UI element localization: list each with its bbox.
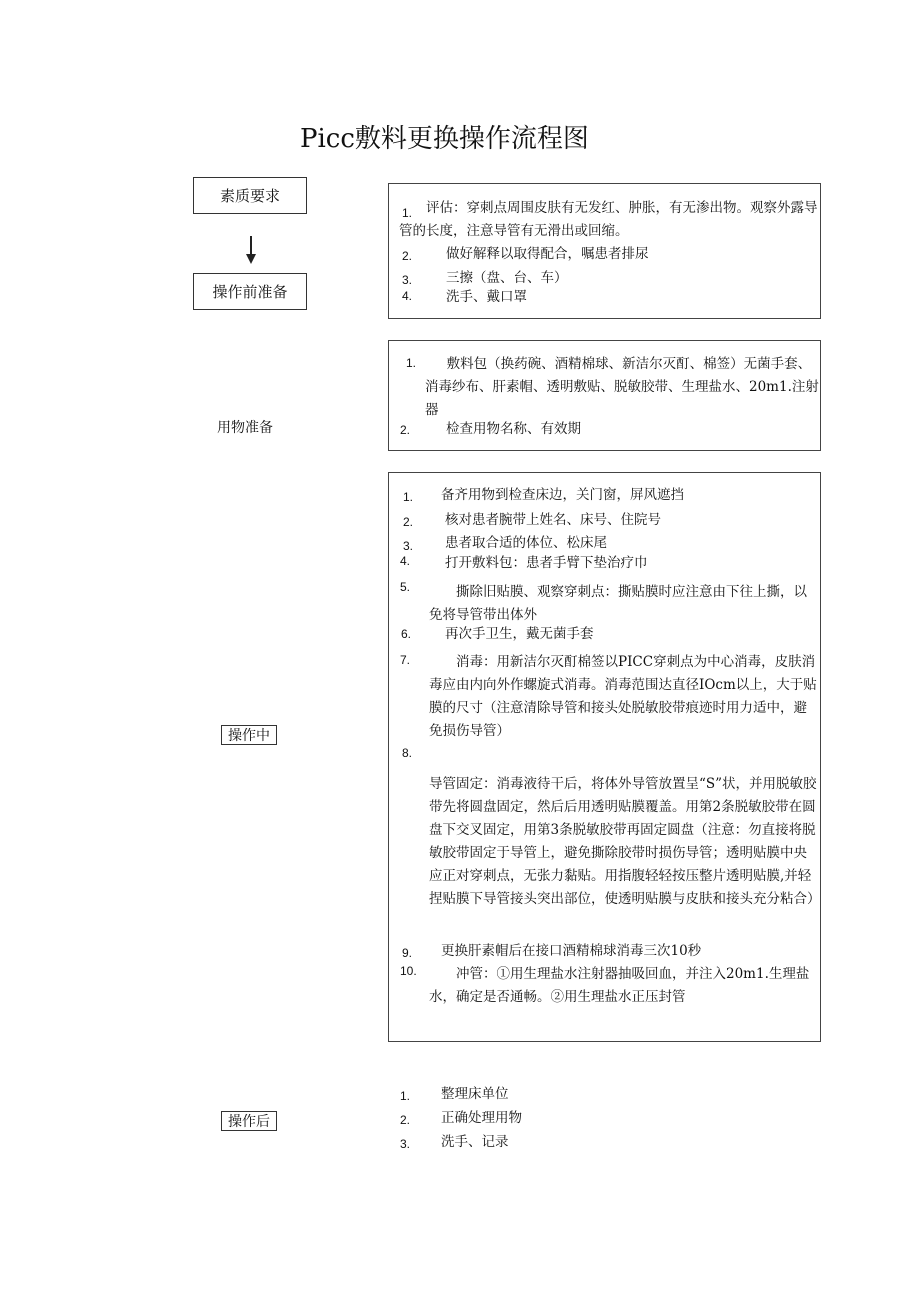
step-number: 2.: [402, 249, 413, 263]
step-text: 导管固定：消毒液待干后，将体外导管放置呈“S”状，并用脱敏胶带先将圆盘固定，然后后用透明贴膜覆盖。用第2条脱敏胶带在圆盘下交叉固定，用第3条脱敏胶带再固定圆盘（注意：勿直接将脱敏胶带固定于导管上，避免撕除胶带时损伤导管；透明贴膜中央应正对穿刺点，无张力黏贴。用指腹轻轻按压整片透明贴膜,并轻捏贴膜下导管接头突出部位，使透明贴膜与皮肤和接头充分粘合）: [429, 776, 821, 907]
label-box-quality: [193, 177, 307, 214]
step-text: 敷料包（换药碗、酒精棉球、新洁尔灭酊、棉签）无菌手套、消毒纱布、肝素帽、透明敷贴、脱敏胶带、生理盐水、20m1.注射器: [425, 356, 819, 418]
step-number: 6.: [401, 627, 412, 641]
step-text: 核对患者腕带上姓名、床号、住院号: [445, 512, 661, 528]
step-text: 再次手卫生，戴无菌手套: [445, 626, 594, 642]
label-supplies: 用物准备: [217, 420, 273, 436]
step-number: 3.: [400, 1137, 411, 1151]
step-number: 4.: [402, 289, 413, 303]
step-text: 打开敷料包：患者手臂下垫治疗巾: [445, 555, 648, 571]
label-after: 操作后: [228, 1114, 270, 1130]
step-text: 消毒：用新洁尔灭酊棉签以PICC穿刺点为中心消毒，皮肤消毒应由内向外作螺旋式消毒。消毒范围达直径IOcm以上，大于贴膜的尺寸（注意清除导管和接头处脱敏胶带痕迹时用力适中，避免损伤导管）: [429, 654, 817, 739]
box-operation-steps: [388, 472, 821, 1042]
page-title: Picc敷料更换操作流程图: [300, 124, 589, 154]
step-number: 1.: [406, 356, 417, 370]
label-during: 操作中: [228, 728, 270, 744]
box-supplies: [388, 340, 821, 451]
step-number: 2.: [400, 1113, 411, 1127]
step-number: 3.: [403, 539, 414, 553]
step-text: 洗手、戴口罩: [446, 289, 527, 305]
step-number: 7.: [400, 653, 411, 667]
step-number: 10.: [400, 964, 417, 978]
step-text: 整理床单位: [441, 1086, 509, 1102]
step-text: 评估：穿刺点周围皮肤有无发红、肿胀，有无渗出物。观察外露导管的长度，注意导管有无滑出或回缩。: [399, 200, 818, 239]
step-text: 备齐用物到检查床边，关门窗，屏风遮挡: [441, 487, 684, 503]
step-number: 1.: [403, 490, 414, 504]
label-pre-prep: 操作前准备: [212, 283, 288, 301]
box-pre-operation-steps: [388, 183, 821, 319]
step-number: 4.: [400, 554, 411, 568]
step-text: 洗手、记录: [441, 1134, 509, 1150]
step-number: 3.: [402, 273, 413, 287]
step-number: 9.: [402, 946, 413, 960]
step-number: 1.: [400, 1089, 411, 1103]
step-number: 8.: [402, 746, 413, 760]
step-text: 正确处理用物: [441, 1110, 522, 1126]
label-box-during: [221, 725, 277, 745]
step-number: 1.: [402, 206, 413, 220]
step-text: 撕除旧贴膜、观察穿刺点：撕贴膜时应注意由下往上撕，以免将导管带出体外: [429, 584, 807, 623]
step-text: 做好解释以取得配合，嘱患者排尿: [446, 246, 649, 262]
label-box-pre-prep: [193, 273, 307, 310]
label-quality: 素质要求: [219, 187, 280, 205]
arrow-down-icon: [246, 236, 256, 264]
step-text: 检查用物名称、有效期: [446, 421, 581, 437]
step-text: 患者取合适的体位、松床尾: [445, 535, 607, 551]
label-box-after: [221, 1111, 277, 1131]
step-number: 2.: [403, 515, 414, 529]
step-number: 2.: [400, 423, 411, 437]
step-text: 冲管：①用生理盐水注射器抽吸回血，并注入20m1.生理盐水，确定是否通畅。②用生理盐水正压封管: [429, 966, 810, 1005]
step-text: 三擦（盘、台、车）: [446, 270, 568, 286]
step-text: 更换肝素帽后在接口酒精棉球消毒三次10秒: [441, 943, 702, 959]
step-number: 5.: [400, 580, 411, 594]
